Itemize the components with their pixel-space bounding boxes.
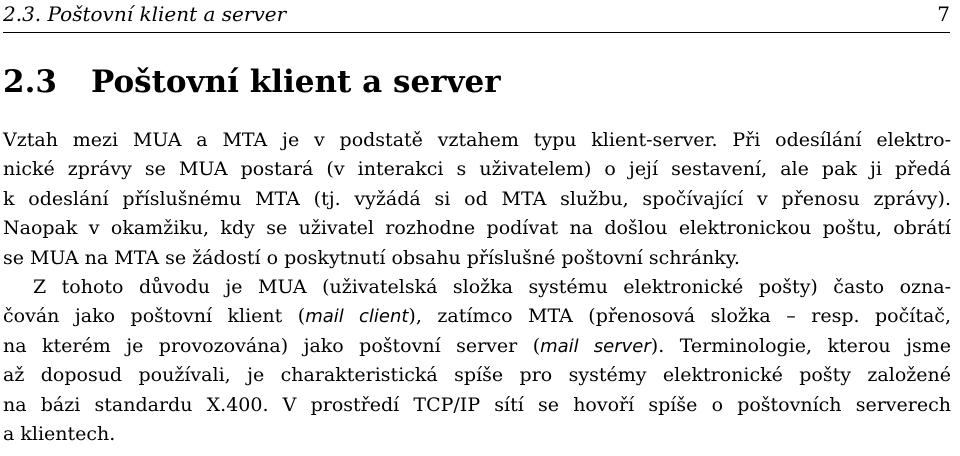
term-mail-client: mail client bbox=[305, 306, 409, 328]
text-fragment: čován jako poštovní klient ( bbox=[3, 305, 306, 328]
running-header-title: 2.3. Poštovní klient a server bbox=[3, 2, 287, 26]
paragraph-1-line: k odeslání příslušnému MTA (tj. vyžádá si od MTA službu, spočívající v přenosu zprávy). bbox=[3, 187, 951, 210]
body-text bbox=[3, 126, 951, 449]
text-fragment: na kterém je provozována) jako poštovní server ( bbox=[3, 334, 541, 357]
section-number: 2.3 bbox=[3, 64, 57, 100]
paragraph-1-line: se MUA na MTA se žádostí o poskytnutí obsahu příslušné poštovní schránky. bbox=[3, 246, 740, 269]
paragraph-1-line: nické zprávy se MUA postará (v interakci s uživatelem) o její sestavení, ale pak ji předá bbox=[3, 158, 951, 181]
paragraph-2-line: Z tohoto důvodu je MUA (uživatelská složka systému elektronické pošty) často ozna- bbox=[33, 276, 951, 299]
text-fragment: ). Terminologie, kterou jsme bbox=[650, 334, 951, 357]
paragraph-2-line bbox=[3, 302, 951, 331]
paragraph-1-line: Vztah mezi MUA a MTA je v podstatě vztahem typu klient-server. Při odesílání elektro- bbox=[3, 129, 951, 151]
paragraph-2-line: na bázi standardu X.400. V prostředí TCP/IP sítí se hovoří spíše o poštovních serverech bbox=[3, 393, 951, 416]
paragraph-1-line: Naopak v okamžiku, kdy se uživatel rozhodne podívat na došlou elektronickou poštu, obrátí bbox=[3, 217, 951, 240]
paragraph-2-line bbox=[3, 332, 951, 361]
header-rule bbox=[3, 32, 950, 33]
term-mail-server: mail server bbox=[540, 335, 651, 357]
text-fragment: ), zatímco MTA (přenosová složka – resp. počítač, bbox=[408, 305, 951, 328]
section-heading bbox=[3, 64, 501, 100]
running-header bbox=[3, 2, 950, 28]
section-title: Poštovní klient a server bbox=[91, 64, 501, 100]
paragraph-2-line: až doposud používali, je charakteristická spíše pro systémy elektronické pošty založené bbox=[3, 364, 951, 387]
page-number: 7 bbox=[937, 2, 950, 26]
paragraph-2-line: a klientech. bbox=[3, 423, 116, 446]
